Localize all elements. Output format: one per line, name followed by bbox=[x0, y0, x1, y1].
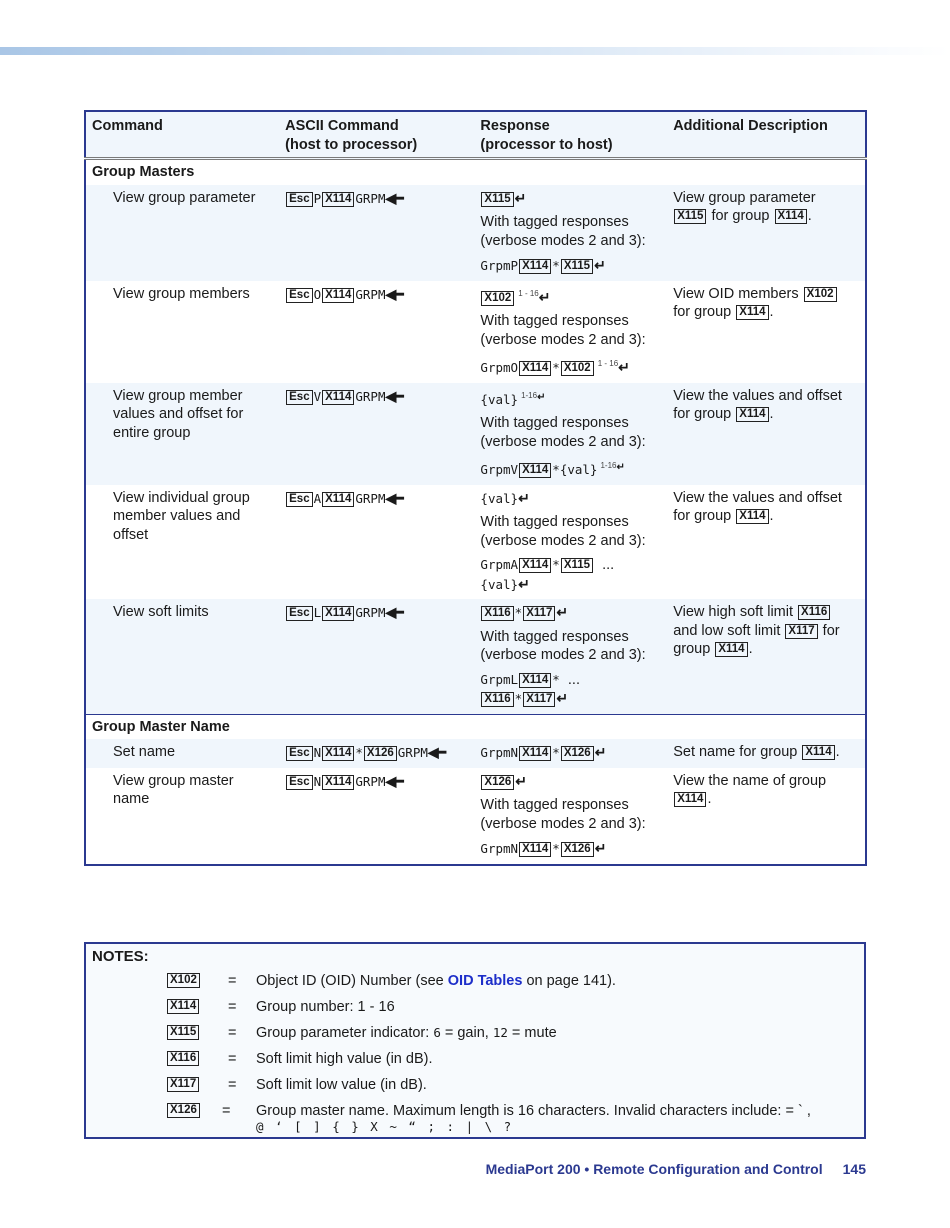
command-cell: View individual group member values and offset bbox=[113, 489, 250, 543]
line-feed-icon: ↵ bbox=[594, 840, 606, 856]
command-cell: View soft limits bbox=[85, 599, 279, 714]
oid-tables-link[interactable]: OID Tables bbox=[447, 973, 523, 989]
line-feed-icon: ↵ bbox=[518, 489, 529, 506]
description-cell: View high soft limit X116 and low soft limit X117 for group X114 . bbox=[667, 599, 866, 714]
line-feed-icon: ↵ bbox=[594, 744, 606, 760]
carriage-return-arrow-icon: ◀━ bbox=[385, 189, 403, 206]
header-color-bar bbox=[0, 47, 950, 55]
header-response: Response (processor to host) bbox=[474, 111, 667, 159]
line-feed-icon: ↵ bbox=[594, 257, 605, 273]
header-command: Command bbox=[85, 111, 279, 159]
section-group-masters: Group Masters bbox=[85, 159, 866, 185]
line-feed-icon: ↵ bbox=[556, 604, 568, 620]
line-feed-icon: ↵ bbox=[556, 690, 568, 706]
description-cell: View the values and offset for group X114 . bbox=[673, 489, 842, 524]
carriage-return-arrow-icon: ◀━ bbox=[385, 285, 403, 302]
description-cell: View the values and offset for group X114 . bbox=[667, 383, 866, 485]
carriage-return-arrow-icon: ◀━ bbox=[385, 489, 403, 506]
notes-title: NOTES: bbox=[92, 948, 149, 965]
table-row bbox=[85, 768, 866, 865]
description-cell: View group parameter X115 for group X114 . bbox=[667, 185, 866, 281]
response-cell: X102 $^{1 - 16}$↵ With tagged responses (verbose modes 2 and 3): GrpmO X114 * X102 $^{1 - 16}$↵ bbox=[480, 288, 646, 375]
ascii-cell: Esc N X114 * X126 GRPM◀━ bbox=[279, 739, 474, 768]
command-cell: View group master name bbox=[113, 772, 234, 807]
line-feed-icon: ↵ bbox=[515, 772, 527, 789]
description-cell: View OID members X102 for group X114 . bbox=[667, 281, 866, 383]
table-header-row bbox=[85, 111, 866, 159]
ascii-cell: Esc N X114 GRPM◀━ bbox=[279, 768, 474, 865]
section-group-master-name: Group Master Name bbox=[85, 714, 866, 739]
table-row bbox=[85, 599, 866, 714]
response-cell: X116 * X117 ↵ With tagged responses (verbose modes 2 and 3): GrpmL X114 * ... X116 * X117 ↵ bbox=[474, 599, 667, 714]
response-cell: X115 ↵ With tagged responses (verbose modes 2 and 3): GrpmP X114 * X115 ↵ bbox=[474, 185, 667, 281]
notes-box: NOTES: X102 = Object ID (OID) Number (see OID Tables on page 141). X114 = Group number: 1 - 16 X115 = Group parameter indicator: 6 = gain, 12 = mute X116 = Soft limit high value (in dB). X117 = Soft limit low value (in dB). X126 = Group master name. Maximum length is 16 characters. Invalid characters include: = ` , @ ‘ [ ] { } X ~ “ ; : | \ ? bbox=[84, 942, 866, 1139]
table-row bbox=[85, 485, 866, 600]
table-row bbox=[85, 281, 866, 383]
page-number: 145 bbox=[842, 1161, 866, 1177]
table-row bbox=[85, 383, 866, 485]
table-row bbox=[85, 739, 866, 768]
line-feed-icon: ↵ bbox=[514, 189, 526, 206]
carriage-return-arrow-icon: ◀━ bbox=[385, 387, 403, 404]
ascii-cell: Esc O X114 GRPM◀━ bbox=[279, 281, 474, 383]
ascii-cell: Esc A X114 GRPM◀━ bbox=[279, 485, 474, 600]
response-cell: GrpmN X114 * X126 ↵ bbox=[474, 739, 667, 768]
ascii-cell: Esc P X114 GRPM◀━ bbox=[279, 185, 474, 281]
response-cell: {val}↵ With tagged responses (verbose modes 2 and 3): GrpmA X114 * X115 ... {val}↵ bbox=[480, 489, 646, 592]
command-cell: View group members bbox=[113, 285, 250, 302]
line-feed-icon: ↵ bbox=[518, 575, 529, 592]
ascii-cell: Esc L X114 GRPM◀━ bbox=[279, 599, 474, 714]
ascii-cell: Esc V X114 GRPM◀━ bbox=[279, 383, 474, 485]
table-row bbox=[85, 185, 866, 281]
command-cell: Set name bbox=[85, 739, 279, 768]
response-cell: {val} $^{1-16↵}$ With tagged responses (verbose modes 2 and 3): GrpmV X114 *{val} $^{1-16↵}$ bbox=[474, 383, 667, 485]
response-cell: X126 ↵ With tagged responses (verbose modes 2 and 3): GrpmN X114 * X126 ↵ bbox=[480, 772, 646, 856]
header-ascii-command: ASCII Command (host to processor) bbox=[279, 111, 474, 159]
header-description: Additional Description bbox=[667, 111, 866, 159]
carriage-return-arrow-icon: ◀━ bbox=[385, 772, 403, 789]
command-cell: View group parameter bbox=[85, 185, 279, 281]
line-feed-icon: ↵ bbox=[537, 391, 545, 403]
line-feed-icon: ↵ bbox=[618, 359, 629, 375]
command-table bbox=[84, 110, 867, 866]
page-footer bbox=[486, 1161, 866, 1177]
line-feed-icon: ↵ bbox=[538, 288, 550, 305]
line-feed-icon: ↵ bbox=[616, 462, 624, 473]
carriage-return-arrow-icon: ◀━ bbox=[427, 744, 446, 760]
carriage-return-arrow-icon: ◀━ bbox=[385, 604, 403, 620]
command-cell: View group member values and offset for entire group bbox=[85, 383, 279, 485]
description-cell: Set name for group X114 . bbox=[667, 739, 866, 768]
footer-title: MediaPort 200 • Remote Configuration and Control bbox=[485, 1161, 823, 1177]
description-cell: View the name of group X114 . bbox=[673, 772, 827, 807]
